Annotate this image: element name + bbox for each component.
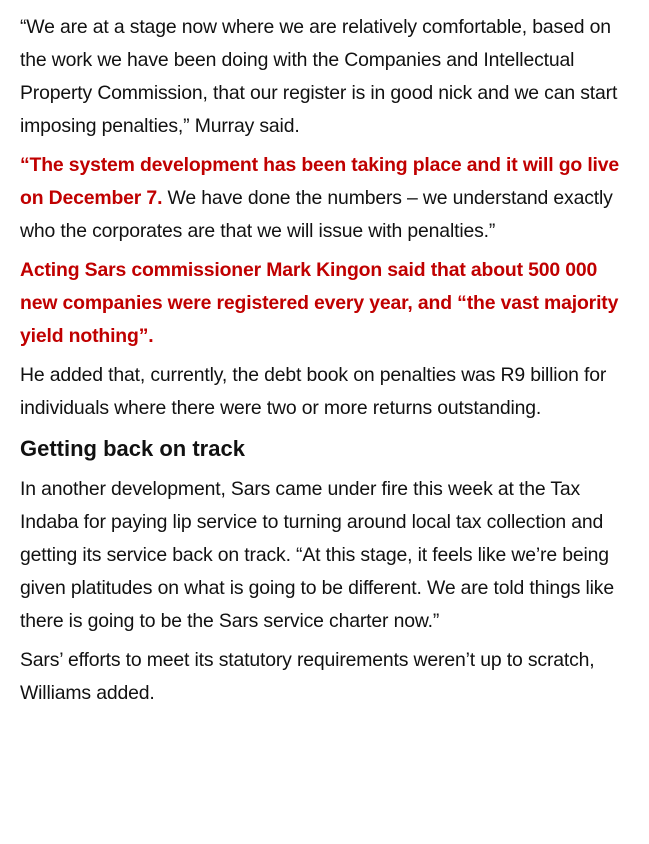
highlight-go-live-date: “The system development has been taking place and it will go live on December 7. — [20, 154, 620, 209]
paragraph-system-development — [20, 149, 632, 248]
paragraph-murray-quote: “We are at a stage now where we are relatively comfortable, based on the work we have been doing with the Companies and Intellectual Property Commission, that our register is in good nick and we can start imposing penalties,” Murray said. — [20, 16, 618, 137]
paragraph-williams: Sars’ efforts to meet its statutory requirements weren’t up to scratch, Williams added. — [20, 649, 595, 704]
article-body — [20, 11, 632, 716]
highlight-kingon-statement: Acting Sars commissioner Mark Kingon said that about 500 000 new companies were registered every year, and “the vast majority yield nothing”. — [20, 259, 619, 347]
paragraph-kingon-quote — [20, 254, 632, 353]
paragraph-debt-book: He added that, currently, the debt book on penalties was R9 billion for individuals where there were two or more returns outstanding. — [20, 364, 607, 419]
paragraph-system-development-rest: We have done the numbers – we understand exactly who the corporates are that we will issue with penalties.” — [20, 187, 613, 242]
section-heading: Getting back on track — [20, 436, 245, 461]
paragraph-tax-indaba: In another development, Sars came under fire this week at the Tax Indaba for paying lip service to turning around local tax collection and getting its service back on track. “At this stage, it feels like we’re being given platitudes on what is going to be different. We are told things like there is going to be the Sars service charter now.” — [20, 478, 614, 632]
